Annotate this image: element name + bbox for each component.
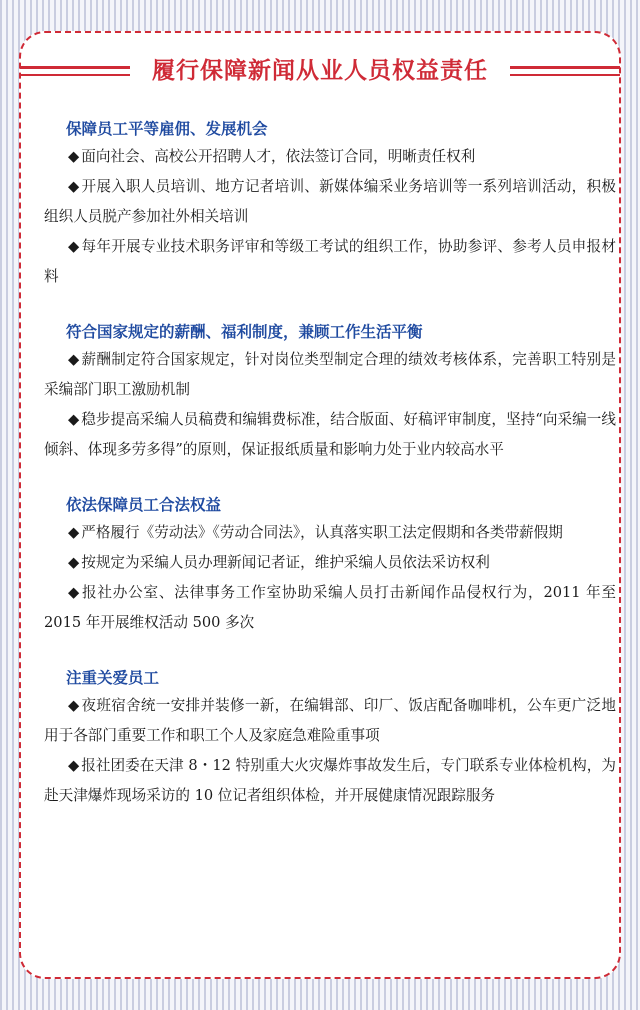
diamond-bullet-icon: ◆ [68,178,80,195]
diamond-bullet-icon: ◆ [68,697,80,714]
bullet-text: 开展入职人员培训、地方记者培训、新媒体编采业务培训等一系列培训活动，积极组织人员脱产参加社外相关培训 [44,178,616,225]
bullet-item [44,232,616,292]
diamond-bullet-icon: ◆ [68,554,80,571]
section-heading: 符合国家规定的薪酬、福利制度，兼顾工作生活平衡 [66,323,423,341]
bullet-text: 每年开展专业技术职务评审和等级工考试的组织工作，协助参评、参考人员申报材料 [44,238,616,285]
bullet-text: 按规定为采编人员办理新闻记者证，维护采编人员依法采访权利 [81,554,490,571]
bullet-text: 面向社会、高校公开招聘人才，依法签订合同，明晰责任权利 [81,148,476,165]
bullet-item [44,345,616,405]
bullet-item [44,691,616,751]
bullet-item [44,142,616,172]
bullet-item [44,548,616,578]
section [44,492,616,638]
diamond-bullet-icon: ◆ [68,757,80,774]
bullet-text: 报社办公室、法律事务工作室协助采编人员打击新闻作品侵权行为，2011 年至 2015 年开展维权活动 500 多次 [44,584,616,631]
section-heading: 保障员工平等雇佣、发展机会 [66,120,268,138]
diamond-bullet-icon: ◆ [68,411,80,428]
section [44,665,616,811]
bullet-text: 严格履行《劳动法》《劳动合同法》，认真落实职工法定假期和各类带薪假期 [81,524,563,541]
page-title: 履行保障新闻从业人员权益责任 [0,56,640,86]
section-heading: 依法保障员工合法权益 [66,496,222,514]
bullet-item [44,405,616,465]
bullet-item [44,751,616,811]
diamond-bullet-icon: ◆ [68,524,80,541]
diamond-bullet-icon: ◆ [68,148,80,165]
diamond-bullet-icon: ◆ [68,351,80,368]
bullet-item [44,172,616,232]
content-body [44,116,616,838]
bullet-item [44,578,616,638]
bullet-text: 稳步提高采编人员稿费和编辑费标准，结合版面、好稿评审制度，坚持“向采编一线倾斜、体现多劳多得”的原则，保证报纸质量和影响力处于业内较高水平 [44,411,616,458]
bullet-text: 薪酬制定符合国家规定，针对岗位类型制定合理的绩效考核体系，完善职工特别是采编部门职工激励机制 [44,351,616,398]
diamond-bullet-icon: ◆ [68,238,80,255]
bullet-item [44,518,616,548]
section [44,319,616,465]
bullet-text: 夜班宿舍统一安排并装修一新，在编辑部、印厂、饭店配备咖啡机，公车更广泛地用于各部门重要工作和职工个人及家庭急难险重事项 [44,697,616,744]
section [44,116,616,292]
section-heading: 注重关爱员工 [66,669,160,687]
diamond-bullet-icon: ◆ [68,584,81,601]
bullet-text: 报社团委在天津 8・12 特别重大火灾爆炸事故发生后，专门联系专业体检机构，为赴天津爆炸现场采访的 10 位记者组织体检，并开展健康情况跟踪服务 [44,757,616,804]
